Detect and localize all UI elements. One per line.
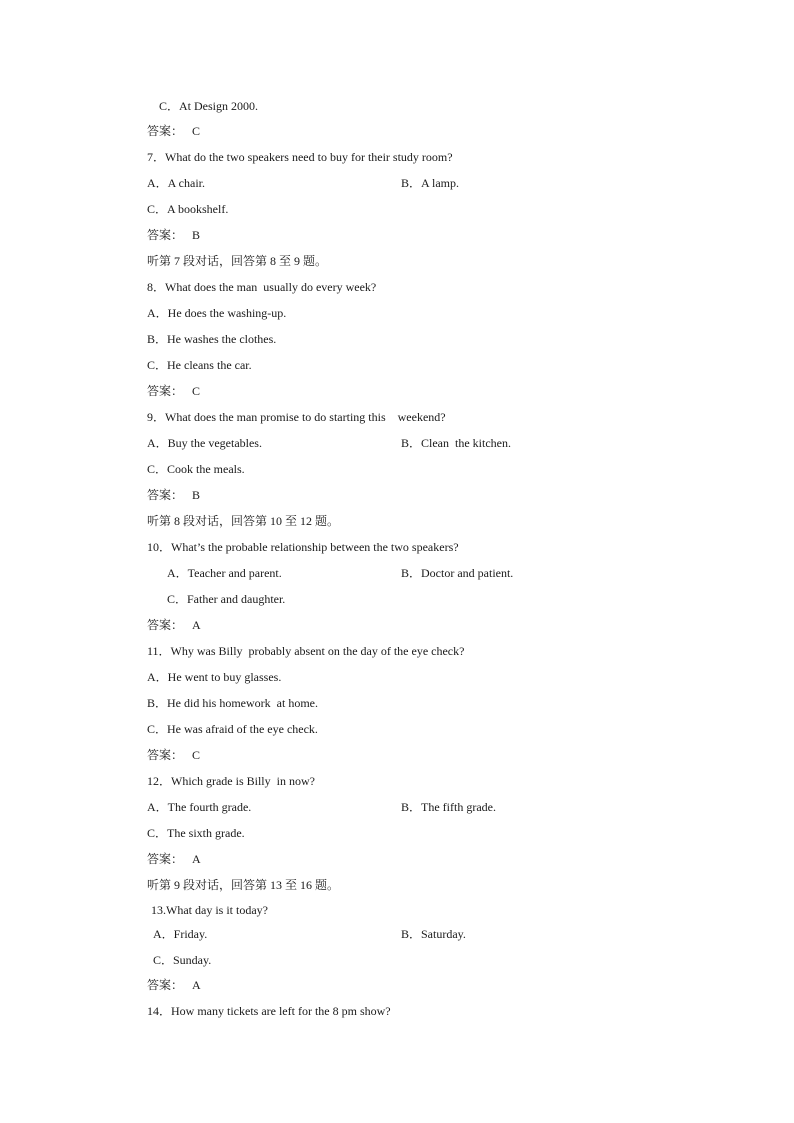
option-c: C．A bookshelf. bbox=[147, 202, 229, 216]
question-11: 11．Why was Billy probably absent on the day of the eye check? bbox=[147, 644, 465, 658]
option-a: A．Buy the vegetables. bbox=[147, 436, 262, 450]
answer-line: 答案： A bbox=[147, 852, 201, 866]
option-a: A．The fourth grade. bbox=[147, 800, 252, 814]
answer-line: 答案： B bbox=[147, 488, 201, 502]
option-a: A．He went to buy glasses. bbox=[147, 670, 282, 684]
question-14: 14．How many tickets are left for the 8 pm show? bbox=[147, 1004, 391, 1018]
option-a: A．A chair. bbox=[147, 176, 205, 190]
answer-line: 答案： C bbox=[147, 748, 201, 762]
section-instruction: 听第 8 段对话，回答第 10 至 12 题。 bbox=[147, 514, 340, 528]
question-7: 7．What do the two speakers need to buy for their study room? bbox=[147, 150, 453, 164]
question-9: 9．What does the man promise to do starting this weekend? bbox=[147, 410, 446, 424]
question-13: 13.What day is it today? bbox=[151, 903, 268, 917]
option-c: C．Cook the meals. bbox=[147, 462, 245, 476]
question-12: 12．Which grade is Billy in now? bbox=[147, 774, 315, 788]
option-c: C．The sixth grade. bbox=[147, 826, 245, 840]
answer-line: 答案： C bbox=[147, 124, 201, 138]
question-8: 8．What does the man usually do every week? bbox=[147, 280, 377, 294]
answer-line: 答案： A bbox=[147, 978, 201, 992]
option-b: B．The fifth grade. bbox=[401, 800, 496, 814]
option-b: B．Saturday. bbox=[401, 927, 466, 941]
section-instruction: 听第 9 段对话，回答第 13 至 16 题。 bbox=[147, 878, 340, 892]
answer-line: 答案： C bbox=[147, 384, 201, 398]
question-10: 10．What’s the probable relationship between the two speakers? bbox=[147, 540, 459, 554]
option-c: C．At Design 2000. bbox=[159, 99, 259, 113]
option-c: C．Sunday. bbox=[153, 953, 212, 967]
option-b: B．Clean the kitchen. bbox=[401, 436, 511, 450]
answer-line: 答案： A bbox=[147, 618, 201, 632]
option-b: B．Doctor and patient. bbox=[401, 566, 514, 580]
answer-line: 答案： B bbox=[147, 228, 201, 242]
option-a: A．Friday. bbox=[153, 927, 208, 941]
option-a: A．Teacher and parent. bbox=[167, 566, 282, 580]
option-c: C．He was afraid of the eye check. bbox=[147, 722, 318, 736]
option-a: A．He does the washing-up. bbox=[147, 306, 287, 320]
option-b: B．A lamp. bbox=[401, 176, 460, 190]
section-instruction: 听第 7 段对话，回答第 8 至 9 题。 bbox=[147, 254, 328, 268]
option-c: C．Father and daughter. bbox=[167, 592, 286, 606]
option-c: C．He cleans the car. bbox=[147, 358, 252, 372]
option-b: B．He washes the clothes. bbox=[147, 332, 277, 346]
option-b: B．He did his homework at home. bbox=[147, 696, 318, 710]
